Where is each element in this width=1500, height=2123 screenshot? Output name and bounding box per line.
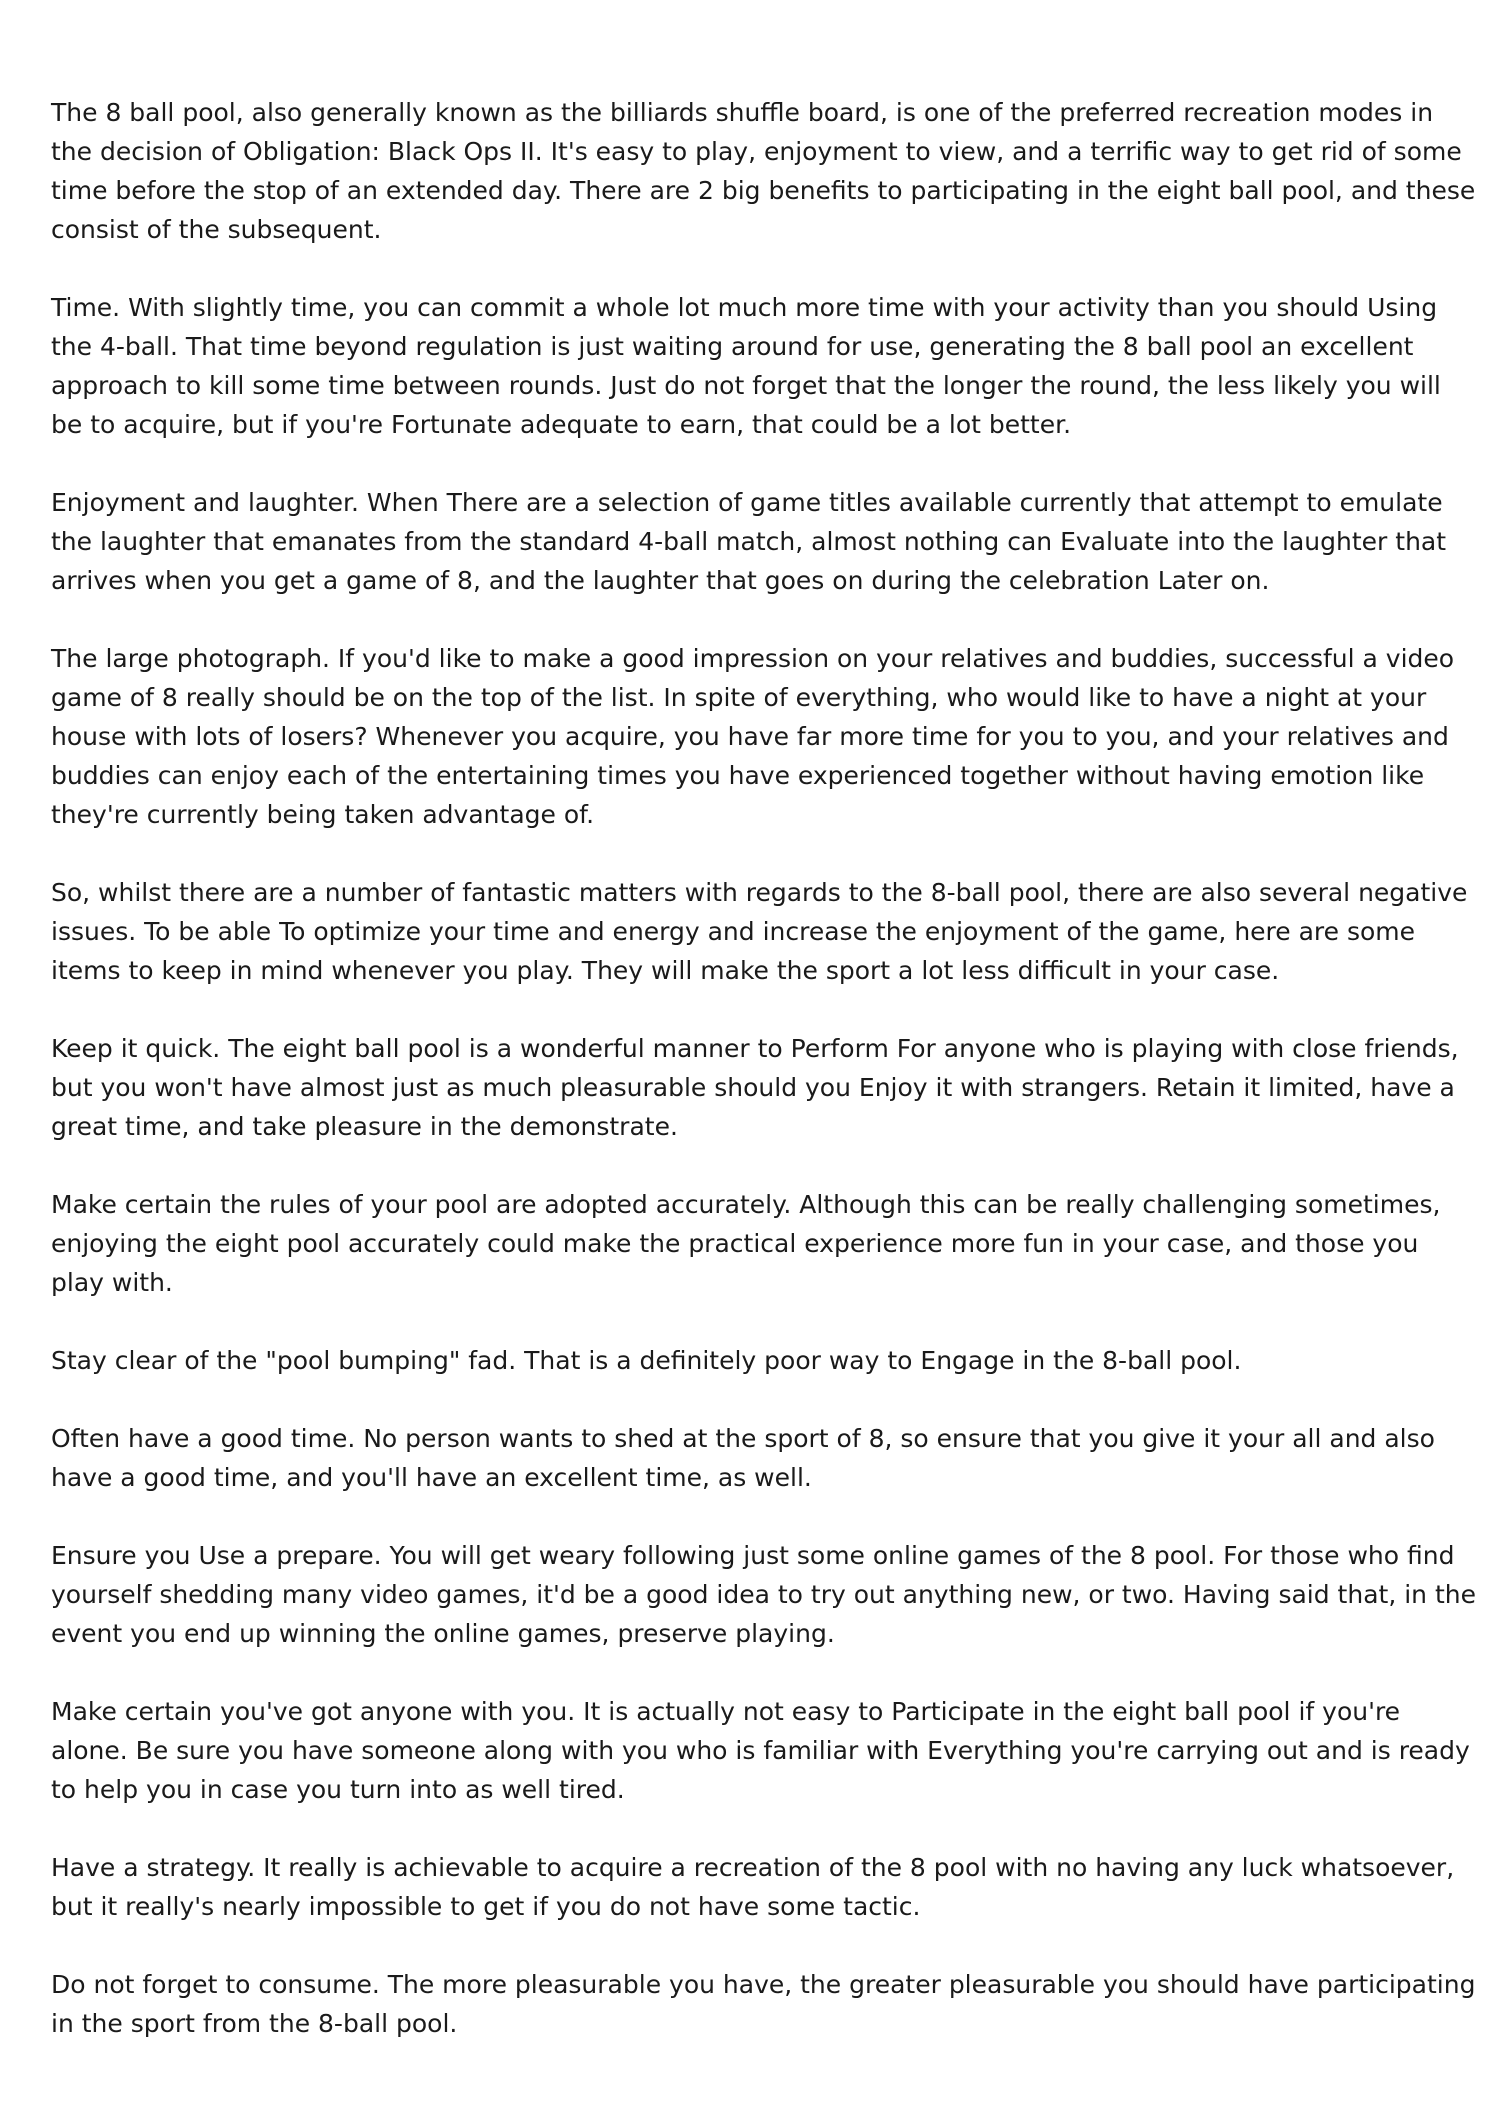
paragraph: The 8 ball pool, also generally known as the billiards shuffle board, is one of the preferred recreation modes in the decision of Obligation: Black Ops II. It's easy to play, enjoyment to view, and a terrific way to get rid of some time before the stop of an extended day. There are 2 big benefits to participating in the eight ball pool, and these consist of the subsequent. [51,98,1476,244]
paragraph: Enjoyment and laughter. When There are a selection of game titles available currently that attempt to emulate the laughter that emanates from the standard 4-ball match, almost nothing can Evaluate into the laughter that arrives when you get a game of 8, and the laughter that goes on during the celebration Later on. [51,488,1447,595]
paragraph: Ensure you Use a prepare. You will get weary following just some online games of the 8 pool. For those who find yourself shedding many video games, it'd be a good idea to try out anything new, or two. Having said that, in the event you end up winning the online games, preserve playing. [51,1541,1476,1648]
paragraph: The large photograph. If you'd like to make a good impression on your relatives and buddies, successful a video game of 8 really should be on the top of the list. In spite of everything, who would like to have a night at your house with lots of losers? Whenever you acquire, you have far more time for you to you, and your relatives and buddies can enjoy each of the entertaining times you have experienced together without having emotion like they're currently being taken advantage of. [51,644,1455,829]
paragraph: Make certain the rules of your pool are adopted accurately. Although this can be really challenging sometimes, enjoying the eight pool accurately could make the practical experience more fun in your case, and those you play with. [51,1190,1441,1297]
paragraph: Have a strategy. It really is achievable to acquire a recreation of the 8 pool with no having any luck whatsoever, but it really's nearly impossible to get if you do not have some tactic. [51,1853,1455,1921]
paragraph: Time. With slightly time, you can commit a whole lot much more time with your activity than you should Using the 4-ball. That time beyond regulation is just waiting around for use, generating the 8 ball pool an excellent approach to kill some time between rounds. Just do not forget that the longer the round, the less likely you will be to acquire, but if you're Fortunate adequate to earn, that could be a lot better. [51,293,1441,439]
paragraph: Stay clear of the "pool bumping" fad. That is a definitely poor way to Engage in the 8-ball pool. [51,1346,1242,1375]
document-body [51,93,1476,2082]
paragraph: Make certain you've got anyone with you. It is actually not easy to Participate in the eight ball pool if you're alone. Be sure you have someone along with you who is familiar with Everything you're carrying out and is ready to help you in case you turn into as well tired. [51,1697,1470,1804]
paragraph: Do not forget to consume. The more pleasurable you have, the greater pleasurable you should have participating in the sport from the 8-ball pool. [51,1970,1476,2038]
paragraph: Keep it quick. The eight ball pool is a wonderful manner to Perform For anyone who is playing with close friends, but you won't have almost just as much pleasurable should you Enjoy it with strangers. Retain it limited, have a great time, and take pleasure in the demonstrate. [51,1034,1459,1141]
paragraph: So, whilst there are a number of fantastic matters with regards to the 8-ball pool, there are also several negative issues. To be able To optimize your time and energy and increase the enjoyment of the game, here are some items to keep in mind whenever you play. They will make the sport a lot less difficult in your case. [51,878,1468,985]
paragraph: Often have a good time. No person wants to shed at the sport of 8, so ensure that you give it your all and also have a good time, and you'll have an excellent time, as well. [51,1424,1435,1492]
